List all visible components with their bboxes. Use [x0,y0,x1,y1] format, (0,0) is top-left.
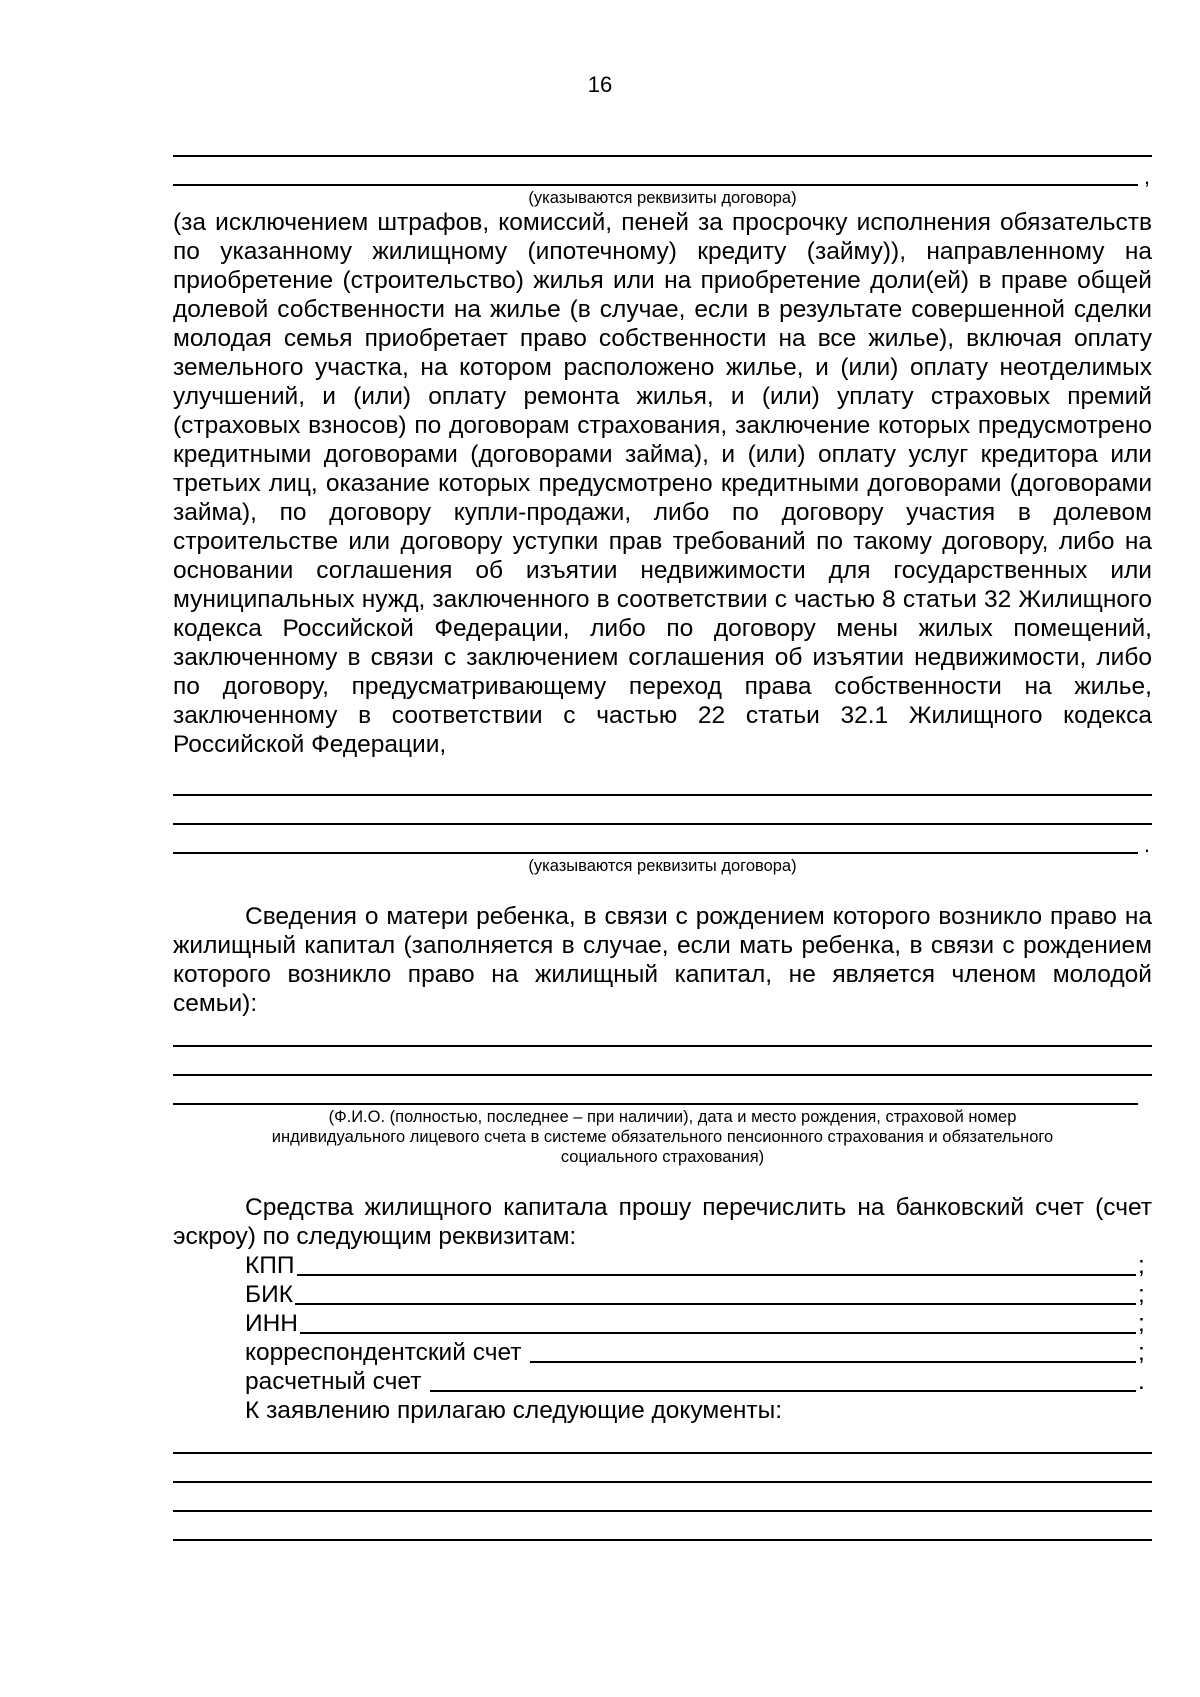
field-label: ИНН [245,1310,298,1337]
field-line[interactable] [297,1252,1137,1276]
page-number: 16 [587,72,613,97]
line-end-punct: . [1143,832,1150,857]
field-line[interactable] [530,1339,1136,1363]
field-line[interactable] [300,1310,1136,1334]
bik-field[interactable] [245,1280,1150,1309]
mother-info-paragraph: Сведения о матери ребенка, в связи с рождением которого возникло право на жилищный капитал (заполняется в случае, если мать ребенка, в связи с рождением которого возникло право на жилищный капитал, не является членом молодой семьи): [173,903,1152,1017]
line-end-punct: , [1143,164,1150,189]
mother-caption-line: (Ф.И.О. (полностью, последнее – при наличии), дата и место рождения, страховой номер [328,1108,1017,1126]
corr-account-field[interactable] [245,1338,1150,1367]
document-content [173,128,1152,1541]
inn-field[interactable] [245,1309,1150,1338]
field-end: ; [1138,1252,1145,1279]
attachments-heading: К заявлению прилагаю следующие документы: [245,1397,783,1424]
mother-caption-line: индивидуального лицевого счета в системе обязательного пенсионного страхования и обязательного [271,1128,1054,1146]
field-line[interactable] [295,1281,1136,1305]
blank-line[interactable] [173,825,1150,857]
field-label: КПП [245,1252,295,1279]
blank-line[interactable] [173,157,1150,189]
blank-line[interactable] [173,1454,1152,1483]
blank-line[interactable] [173,1047,1152,1076]
bank-paragraph: Средства жилищного капитала прошу перечислить на банковский счет (счет эскроу) по следующим реквизитам: [173,1194,1152,1250]
kpp-field[interactable] [245,1251,1150,1280]
blank-line[interactable] [173,1425,1152,1454]
blank-line[interactable] [173,1076,1138,1105]
field-end: . [1138,1368,1145,1395]
blank-line[interactable] [173,1512,1152,1541]
blank-line[interactable] [173,128,1152,157]
field-label: корреспондентский счет [245,1339,529,1366]
mother-caption-line: социального страхования) [560,1148,765,1166]
field-label: БИК [245,1281,293,1308]
field-line[interactable] [430,1368,1136,1392]
blank-line[interactable] [173,767,1152,796]
mother-caption [173,1107,1152,1167]
loan-purpose-paragraph: (за исключением штрафов, комиссий, пеней за просрочку исполнения обязательств по указанному жилищному (ипотечному) кредиту (займу)), направленному на приобретение (строительство) жилья или на приобретение доли(ей) в праве общей долевой собственности на жилье (в случае, если в результате совершенной сделки молодая семья приобретает право собственности на все жилье), включая оплату земельного участка, на котором расположено жилье, и (или) оплату неотделимых улучшений, и (или) оплату ремонта жилья, и (или) уплату страховых премий (страховых взносов) по договорам страхования, заключение которых предусмотрено кредитными договорами (договорами займа), и (или) оплату услуг кредитора или третьих лиц, оказание которых предусмотрено кредитными договорами (договорами займа), по договору купли-продажи, либо по договору участия в долевом строительстве или договору уступки прав требований по такому договору, либо на основании соглашения об изъятии недвижимости для государственных или муниципальных нужд, заключенного в соответствии с частью 8 статьи 32 Жилищного кодекса Российской Федерации, либо по договору мены жилых помещений, заключенному в связи с заключением соглашения об изъятии недвижимости, либо по договору, предусматривающему переход права собственности на жилье, заключенному в соответствии с частью 22 статьи 32.1 Жилищного кодекса Российской Федерации, [173,209,1152,758]
blank-line[interactable] [173,1018,1152,1047]
blank-line[interactable] [173,796,1152,825]
contract-caption: (указываются реквизиты договора) [528,857,797,875]
settlement-account-field[interactable] [245,1367,1150,1396]
contract-caption: (указываются реквизиты договора) [528,189,797,207]
field-end: ; [1138,1281,1145,1308]
field-label: расчетный счет [245,1368,429,1395]
field-end: ; [1138,1310,1145,1337]
field-end: ; [1138,1339,1145,1366]
blank-line[interactable] [173,1483,1152,1512]
